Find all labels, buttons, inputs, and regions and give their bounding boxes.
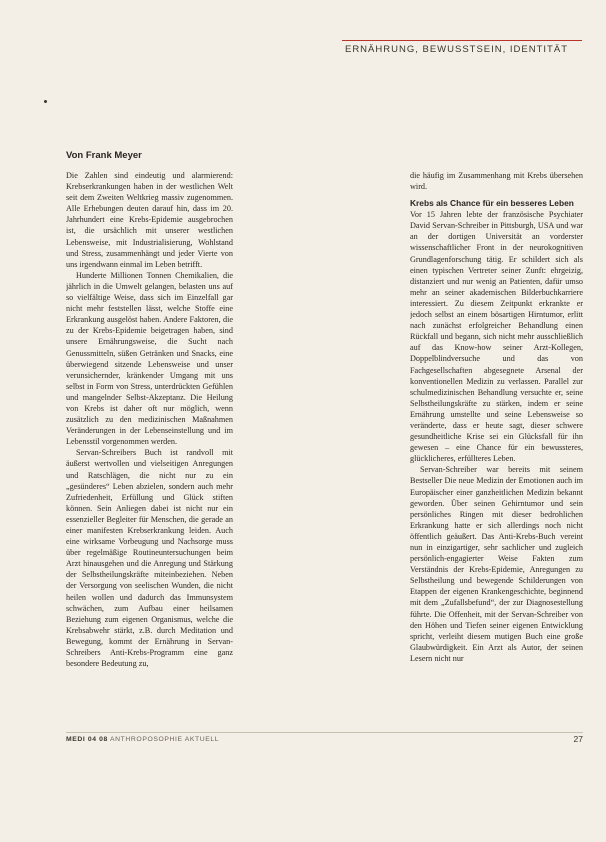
text-column-left <box>66 170 233 736</box>
decorative-dot <box>44 100 47 103</box>
footer-publication <box>66 736 219 743</box>
page-number: 27 <box>573 734 583 744</box>
body-paragraph: Vor 15 Jahren lebte der französische Psychiater David Servan-Schreiber in Pittsburgh, USA und war an der dortigen Universität an vorderster wissenschaftlicher Front in der neurokognitiven Grundlagenforschung tätig. Er schildert sich als einen typischen Vertreter seiner Zunft: ehrgeizig, distanziert und nur wenig an Patienten, dafür umso mehr an seiner akademischen Bilderbuchkarriere interessiert. Zu diesem Zeitpunkt erkrankte er jedoch selbst an einem bösartigen Hirntumor, erlitt nach zunächst erfolgreicher Behandlung einen Rückfall und begann, sich nicht mehr ausschließlich auf das Know-how seiner Arzt-Kollegen, Doppelblindversuche und das von Fachgesellschaften abgesegnete Arsenal der konventionellen Medizin zu verlassen. Parallel zur schulmedizinischen Behandlung versuchte er, seine Selbstheilungskräfte zu stärken, indem er seine Ernährung umstellte und seine Lebensweise so veränderte, dass er heute sagt, dieser schwere gesundheitliche Krise sei ein Glücksfall für ihn gewesen – eine Chance für ein bewussteres, glücklicheres, erfüllteres Leben. <box>410 210 583 464</box>
body-paragraph: Servan-Schreiber war bereits mit seinem Bestseller Die neue Medizin der Emotionen auch im Europäischer einer ganzheitlichen Medizin bekannt geworden. Über seinen Gehirntumor und sein persönliches Ringen mit dieser bedrohlichen Erkrankung hatte er sich allerdings noch nicht öffentlich geäußert. Das Anti-Krebs-Buch vereint nun in einzigartiger, sehr sachlicher und zugleich persönlich-engagierter Weise Fakten zum Verständnis der Krebs-Epidemie, Anregungen zu Selbstheilung und bewegende Schilderungen von Etappen der eigenen Krankengeschichte, beginnend mit dem „Zufallsbefund“, der zur Diagnosestellung führte. Die Offenheit, mit der Servan-Schreiber von den Höhen und Tiefen seiner eigenen Entwicklung spricht, verleiht diesem mutigen Buch eine große Glaubwürdigkeit. Ein Arzt als Autor, der seinen Lesern nicht nur <box>410 465 583 663</box>
subheading: Krebs als Chance für ein besseres Leben <box>410 198 574 209</box>
body-paragraph: Hunderte Millionen Tonnen Chemikalien, die jährlich in die Umwelt gelangen, belasten uns auf so vielfältige Weise, dass sich im Einzelfall gar nicht mehr feststellen lässt, welche Stoffe eine Erkrankung ausgelöst haben. Andere Faktoren, die zu der Krebs-Epidemie beigetragen haben, sind unsere Ernährungsweise, die Sucht nach Genussmitteln, süßen Getränken und Snacks, eine überwiegend sitzende Lebensweise und unser verunsichernder, kränkender Umgang mit uns selbst in Form von Stress, unterdrückten Gefühlen und mangelnder Selbst-Akzeptanz. Die Heilung von Krebs ist daher oft nur möglich, wenn zusätzlich zu den medizinischen Maßnahmen Veränderungen in der Lebenseinstellung und im Lebensstil vorgenommen werden. <box>66 270 233 447</box>
section-title: ERNÄHRUNG, BEWUSSTSEIN, IDENTITÄT <box>344 44 568 55</box>
section-divider <box>342 40 582 41</box>
magazine-issue: MEDI 04 08 <box>66 736 108 743</box>
article-author: Von Frank Meyer <box>66 150 142 161</box>
footer-divider <box>66 732 583 733</box>
body-paragraph: die häufig im Zusammenhang mit Krebs übersehen wird. <box>410 171 583 192</box>
body-paragraph: Servan-Schreibers Buch ist randvoll mit äußerst wertvollen und vielseitigen Anregungen und Ratschlägen, die nicht nur zu ein „gesünderes“ Leben abzielen, sondern auch mehr Zufriedenheit, Erfüllung und Glück stiften können. Sein Anliegen dabei ist nicht nur ein essenzieller Begleiter für Menschen, die gerade an einer manifesten Krebserkrankung leiden. Auch eine wirksame Vorbeugung und Nachsorge muss über regelmäßige Routineuntersuchungen beim Arzt hinausgehen und die Anregung und Stärkung der Selbstheilungskräfte miteinbeziehen. Neben der Versorgung von seelischen Wunden, die nicht heilen wollen und dadurch das Immunsystem schwächen, zum Aufbau einer heilsamen Beziehung zum eigenen Organismus, welche die Krebsabwehr stärkt, z.B. durch Meditation und Bewegung, kommt der Ernährung in Servan-Schreibers Anti-Krebs-Programm eine ganz besondere Bedeutung zu, <box>66 448 233 669</box>
body-paragraph: Die Zahlen sind eindeutig und alarmierend: Krebserkrankungen haben in der westlichen Welt seit dem Zweiten Weltkrieg massiv zugenommen. Alle Erhebungen deuten darauf hin, dass im 20. Jahrhundert eine Krebs-Epidemie ausgebrochen ist, die ursächlich mit unserer westlichen Lebensweise, mit Industrialisierung, Wohlstand und Stress, zusammenhängt und jeder Vierte von uns irgendwann einmal im Leben betrifft. <box>66 171 233 269</box>
text-column-right <box>410 170 583 736</box>
magazine-subtitle: ANTHROPOSOPHIE AKTUELL <box>110 736 220 743</box>
